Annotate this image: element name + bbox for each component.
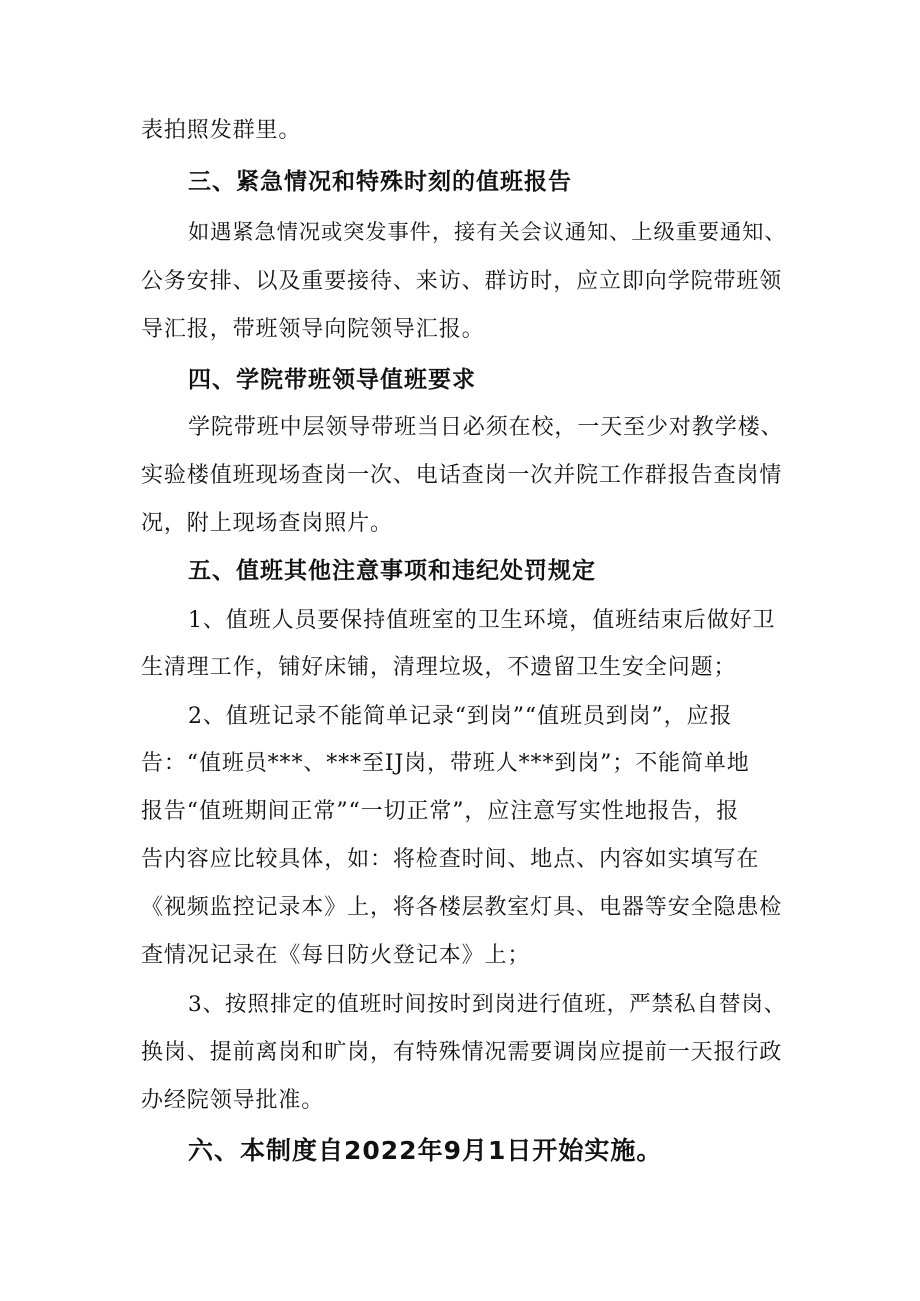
section-heading-3: 三、紧急情况和特殊时刻的值班报告 [188,169,572,195]
paragraph-line: 况，附上现场查岗照片。 [141,511,393,536]
paragraph-line: 告：“值班员***、***至IJ岗，带班人***到岗”；不能简单地 [141,751,750,776]
paragraph-line: 学院带班中层领导带班当日必须在校，一天至少对教学楼、 [188,415,784,440]
paragraph-line: 实验楼值班现场查岗一次、电话查岗一次并院工作群报告查岗情 [141,463,783,488]
paragraph-line: 生清理工作，铺好床铺，清理垃圾，不遗留卫生安全问题； [141,655,737,680]
paragraph-line: 表拍照发群里。 [141,118,302,143]
section-heading-6: 六、本制度自2022年9月1日开始实施。 [188,1136,663,1165]
paragraph-line: 如遇紧急情况或突发事件，接有关会议通知、上级重要通知、 [188,220,787,245]
paragraph-line: 办经院领导批准。 [141,1088,325,1113]
paragraph-line: 告内容应比较具体，如：将检查时间、地点、内容如实填写在 [141,847,760,872]
paragraph-line: 导汇报，带班领导向院领导汇报。 [141,317,485,342]
paragraph-line: 换岗、提前离岗和旷岗，有特殊情况需要调岗应提前一天报行政 [141,1040,783,1065]
paragraph-line: 1、值班人员要保持值班室的卫生环境，值班结束后做好卫 [188,608,776,633]
section-heading-4: 四、学院带班领导值班要求 [188,367,476,393]
paragraph-line: 2、值班记录不能简单记录“到岗”“值班员到岗”，应报 [188,704,733,729]
section-heading-5: 五、值班其他注意事项和违纪处罚规定 [188,558,596,584]
paragraph-line: 《视频监控记录本》上，将各楼层教室灯具、电器等安全隐患检 [141,895,783,920]
paragraph-line: 查情况记录在《每日防火登记本》上； [141,943,531,968]
paragraph-line: 公务安排、以及重要接待、来访、群访时，应立即向学院带班领 [141,269,783,294]
paragraph-line: 报告“值班期间正常”“一切正常”，应注意写实性地报告，报 [141,799,740,824]
paragraph-line: 3、按照排定的值班时间按时到岗进行值班，严禁私自替岗、 [188,992,787,1017]
